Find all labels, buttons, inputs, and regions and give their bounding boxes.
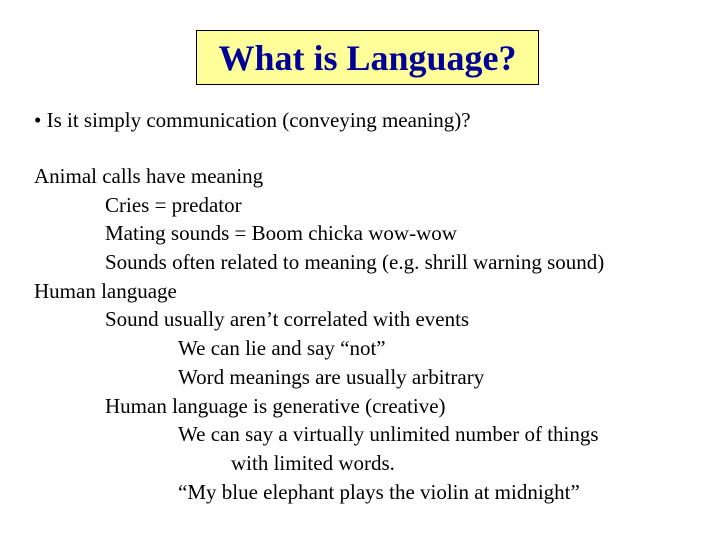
slide-title: What is Language? <box>218 37 517 78</box>
body-line: with limited words. <box>231 450 395 475</box>
question-bullet: • Is it simply communication (conveying meaning)? <box>34 108 471 132</box>
body-line: Human language is generative (creative) <box>105 393 446 418</box>
body-line: Animal calls have meaning <box>34 164 264 188</box>
body-line: Sounds often related to meaning (e.g. shrill warning sound) <box>105 250 605 275</box>
body-line: Word meanings are usually arbitrary <box>178 364 485 389</box>
body-line: Mating sounds = Boom chicka wow-wow <box>105 221 457 246</box>
body-line: Human language <box>34 278 177 303</box>
body-line: “My blue elephant plays the violin at midnight” <box>178 479 580 504</box>
body-line: Cries = predator <box>105 192 242 217</box>
body-line: We can lie and say “not” <box>178 336 386 361</box>
body-text <box>34 162 714 506</box>
body-line: Sound usually aren’t correlated with events <box>105 307 470 332</box>
title-box <box>196 30 539 85</box>
body-line: We can say a virtually unlimited number of things <box>178 422 599 447</box>
